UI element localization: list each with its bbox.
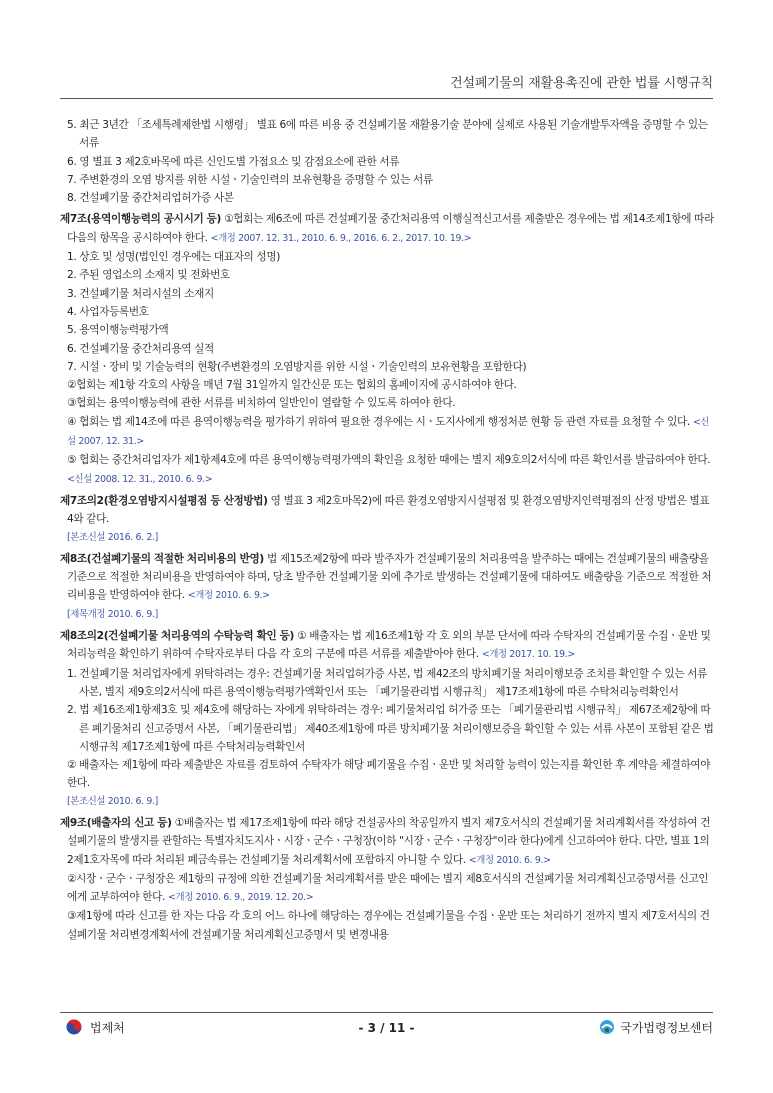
list-item: 7. 시설ㆍ장비 및 기술능력의 현황(주변환경의 오염방지를 위한 시설ㆍ기술인력의 보유현황을 포함한다) [67, 360, 527, 373]
amendment-note: <개정 2007. 12. 31., 2010. 6. 9., 2016. 6. 2., 2017. 10. 19.> [210, 232, 472, 244]
amendment-note: <개정 2017. 10. 19.> [481, 649, 575, 661]
article-9 [60, 814, 715, 944]
list-item: 1. 건설폐기물 처리업자에게 위탁하려는 경우: 건설폐기물 처리업허가증 사본, 법 제42조의 방치폐기물 처리이행보증 조치를 확인할 수 있는 서류 사본, 별지 제9호의2서식에 따른 용역이행능력평가액확인서 또는 「폐기물관리법 시행규칙」 제17조제1항에 따른 수탁처리능력확인서 [67, 667, 708, 698]
article-7-para-5 [60, 451, 715, 489]
article-8 [60, 550, 715, 624]
list-item: 5. 용역이행능력평가액 [67, 324, 169, 337]
article-7-para-4 [60, 413, 715, 452]
article-7 [60, 210, 715, 488]
article-7-para-2: ②협회는 제1항 각호의 사항을 매년 7월 31일까지 일간신문 또는 협회의 홈페이지에 공시하여야 한다. [67, 379, 517, 392]
article-8-body [60, 550, 715, 606]
article-title: 제8조(건설폐기물의 적절한 처리비용의 반영) [60, 552, 264, 565]
list-item: 6. 영 별표 3 제2호바목에 따른 신인도별 가점요소 및 감점요소에 관한 서류 [67, 155, 400, 168]
page-footer [60, 1012, 713, 1039]
article-9-para-3: ③제1항에 따라 신고를 한 자는 다음 각 호의 어느 하나에 해당하는 경우에는 건설폐기물을 수집ㆍ운반 또는 처리하기 전까지 별지 제7호서식의 건설폐기물 처리변경계획서에 건설폐기물 처리계획신고증명서 및 변경내용 [67, 910, 710, 941]
list-item: 2. 주된 영업소의 소재지 및 전화번호 [67, 269, 230, 282]
page-number: - 3 / 11 - [358, 1021, 415, 1035]
revision-note: [본조신설 2016. 6. 2.] [67, 531, 158, 543]
list-item: 5. 최근 3년간 「조세특례제한법 시행령」 별표 6에 따른 비용 중 건설폐기물 재활용기술 분야에 실제로 사용된 기술개발투자액을 증명할 수 있는 서류 [67, 119, 708, 150]
document-title: 건설폐기물의 재활용촉진에 관한 법률 시행규칙 [450, 76, 713, 91]
law-center-logo-icon [599, 1019, 615, 1035]
article-title: 제7조의2(환경오염방지시설평점 등 산정방법) [60, 494, 268, 507]
article-title: 제9조(배출자의 신고 등) [60, 816, 172, 829]
list-item: 7. 주변환경의 오염 방지를 위한 시설ㆍ기술인력의 보유현황을 증명할 수 있는 서류 [67, 173, 433, 186]
revision-note: [본조신설 2010. 6. 9.] [67, 795, 158, 807]
list-item: 8. 건설폐기물 중간처리업허가증 사본 [67, 192, 234, 205]
article-7-2 [60, 492, 715, 547]
law-center-name: 국가법령정보센터 [620, 1021, 713, 1035]
document-body [60, 116, 715, 944]
article-text: ②시장ㆍ군수ㆍ구청장은 제1항의 규정에 의한 건설폐기물 처리계획서를 받은 때에는 별지 제8호서식의 건설폐기물 처리계획신고증명서를 신고인에게 교부하여야 한다. [67, 872, 709, 904]
article-title: 제7조(용역이행능력의 공시시기 등) [60, 213, 222, 226]
footer-right [599, 1019, 713, 1036]
article-title: 제8조의2(건설폐기물 처리용역의 수탁능력 확인 등) [60, 630, 295, 643]
article-text: ① 배출자는 법 제16조제1항 각 호 외의 부분 단서에 따라 수탁자의 건설폐기물 수집ㆍ운반 및 처리능력을 확인하기 위하여 수탁자로부터 다음 각 호의 구분에 따른 서류를 제출받아야 한다. [67, 630, 711, 661]
list-item: 6. 건설폐기물 중간처리용역 실적 [67, 342, 214, 355]
page-header [60, 72, 713, 99]
article-9-para-1 [60, 814, 715, 870]
article-8-2-para-2: ② 배출자는 제1항에 따라 제출받은 자료를 검토하여 수탁자가 해당 폐기물을 수집ㆍ운반 및 처리할 능력이 있는지를 확인한 후 계약을 체결하여야 한다. [67, 759, 711, 790]
article-text: ①협회는 제6조에 따른 건설폐기물 중간처리용역 이행실적신고서를 제출받은 경우에는 법 제14조제1항에 따라 다음의 항목을 공시하여야 한다. [67, 213, 714, 244]
article-9-para-2 [60, 870, 715, 908]
article-text: ①배출자는 법 제17조제1항에 따라 해당 건설공사의 착공일까지 별지 제7호서식의 건설폐기물 처리계획서를 작성하여 건설폐기물의 발생지를 관할하는 특별자치도지사ㆍ시장ㆍ군수ㆍ구청장(이하 "시장ㆍ군수ㆍ구청장"이라 한다)에게 신고하여야 한다. 다만, 별표 1의2제1호자목에 따라 처리된 폐금속류는 건설폐기물 처리계획서에 포함하지 아니할 수 있다. [67, 816, 711, 866]
list-item: 3. 건설폐기물 처리시설의 소재지 [67, 287, 214, 300]
article-7-para-3: ③협회는 용역이행능력에 관한 서류를 비치하여 일반인이 열람할 수 있도록 하여야 한다. [67, 397, 456, 410]
list-item: 2. 법 제16조제1항제3호 및 제4호에 해당하는 자에게 위탁하려는 경우: 폐기물처리업 허가증 또는 「폐기물관리법 시행규칙」 제67조제2항에 따른 폐기물처리 신고증명서 사본, 「폐기물관리법」 제40조제1항에 따른 방치폐기물 처리이행보증을 확인할 수 있는 서류 사본이 포함된 같은 법 시행규칙 제17조제1항에 따른 수탁처리능력확인서 [67, 704, 714, 753]
article-8-2-para-1 [60, 627, 715, 665]
list-item: 1. 상호 및 성명(법인인 경우에는 대표자의 성명) [67, 251, 280, 264]
amendment-note: <개정 2010. 6. 9., 2019. 12. 20.> [168, 892, 314, 904]
article-text: 영 별표 3 제2호마목2)에 따른 환경오염방지시설평점 및 환경오염방지인력평점의 산정 방법은 별표 4와 같다. [67, 494, 710, 526]
amendment-note: <신설 2007. 12. 31.> [67, 416, 710, 448]
amendment-note: <신설 2008. 12. 31., 2010. 6. 9.> [67, 473, 213, 485]
amendment-note: <개정 2010. 6. 9.> [468, 854, 551, 866]
list-item: 4. 사업자등록번호 [67, 305, 149, 318]
article-text: ④ 협회는 법 제14조에 따른 용역이행능력을 평가하기 위하여 필요한 경우에는 시ㆍ도지사에게 행정처분 현황 등 관련 자료를 요청할 수 있다. [67, 415, 693, 428]
revision-note: [제목개정 2010. 6. 9.] [67, 608, 158, 620]
list-block-1 [60, 116, 715, 207]
article-text: ⑤ 협회는 중간처리업자가 제1항제4호에 따른 용역이행능력평가액의 확인을 요청한 때에는 별지 제9호의2서식에 따른 확인서를 발급하여야 한다. [67, 454, 711, 467]
article-text: 법 제15조제2항에 따라 발주자가 건설폐기물의 처리용역을 발주하는 때에는 건설폐기물의 배출량을 기준으로 적절한 처리비용을 반영하여야 하며, 당초 발주한 건설폐기물 외에 추가로 발생하는 건설폐기물에 대하여도 배출량을 기준으로 적절한 처리비용을 반영하여야 한다. [67, 552, 712, 602]
article-7-para-1 [60, 210, 715, 248]
ministry-name: 법제처 [90, 1021, 125, 1035]
amendment-note: <개정 2010. 6. 9.> [187, 590, 270, 602]
article-7-2-body [60, 492, 715, 529]
article-8-2 [60, 627, 715, 811]
